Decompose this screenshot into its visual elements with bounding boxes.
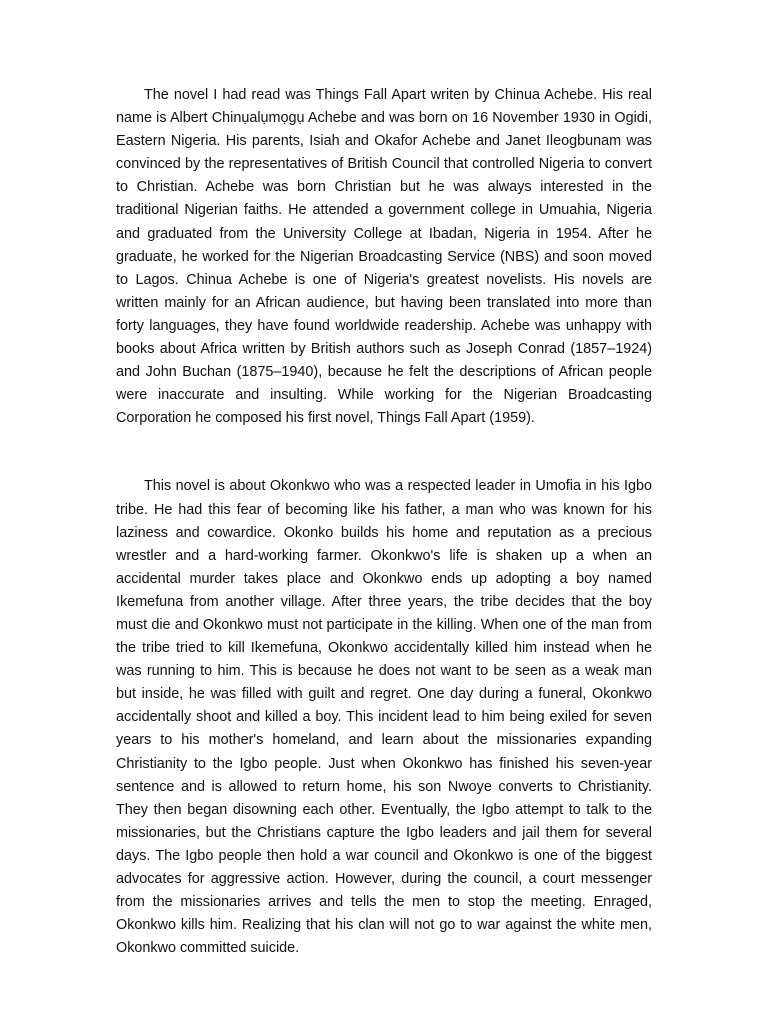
paragraph-plot-summary: This novel is about Okonkwo who was a respected leader in Umofia in his Igbo tribe. He had this fear of becoming like his father, a man who was known for his laziness and cowardice. Okonko builds his home and reputation as a precious wrestler and a hard-working farmer. Okonkwo's life is shaken up a when an accidental murder takes place and Okonkwo ends up adopting a boy named Ikemefuna from another village. After three years, the tribe decides that the boy must die and Okonkwo must not participate in the killing. When one of the man from the tribe tried to kill Ikemefuna, Okonkwo accidentally killed him instead when he was running to him. This is because he does not want to be seen as a weak man but inside, he was filled with guilt and regret. One day during a funeral, Okonkwo accidentally shoot and killed a boy. This incident lead to him being exiled for seven years to his mother's homeland, and learn about the missionaries expanding Christianity to the Igbo people. Just when Okonkwo has finished his seven-year sentence and is allowed to return home, his son Nwoye converts to Christianity. They then began disowning each other. Eventually, the Igbo attempt to talk to the missionaries, but the Christians capture the Igbo leaders and jail them for several days. The Igbo people then hold a war council and Okonkwo is one of the biggest advocates for aggressive action. However, during the council, a court messenger from the missionaries arrives and tells the men to stop the meeting. Enraged, Okonkwo kills him. Realizing that his clan will not go to war against the white men, Okonkwo committed suicide. [116,478,652,957]
paragraph-author-background: The novel I had read was Things Fall Apart writen by Chinua Achebe. His real name is Albert Chinụalụmọgụ Achebe and was born on 16 November 1930 in Ogidi, Eastern Nigeria. His parents, Isiah and Okafor Achebe and Janet Ileogbunam was convinced by the representatives of British Council that controlled Nigeria to convert to Christian. Achebe was born Christian but he was always interested in the traditional Nigerian faiths. He attended a government college in Umuahia, Nigeria and graduated from the University College at Ibadan, Nigeria in 1954. After he graduate, he worked for the Nigerian Broadcasting Service (NBS) and soon moved to Lagos. Chinua Achebe is one of Nigeria's greatest novelists. His novels are written mainly for an African audience, but having been translated into more than forty languages, they have found worldwide readership. Achebe was unhappy with books about Africa written by British authors such as Joseph Conrad (1857–1924) and John Buchan (1875–1940), because he felt the descriptions of African people were inaccurate and insulting. While working for the Nigerian Broadcasting Corporation he composed his first novel, Things Fall Apart (1959). [116,87,652,427]
